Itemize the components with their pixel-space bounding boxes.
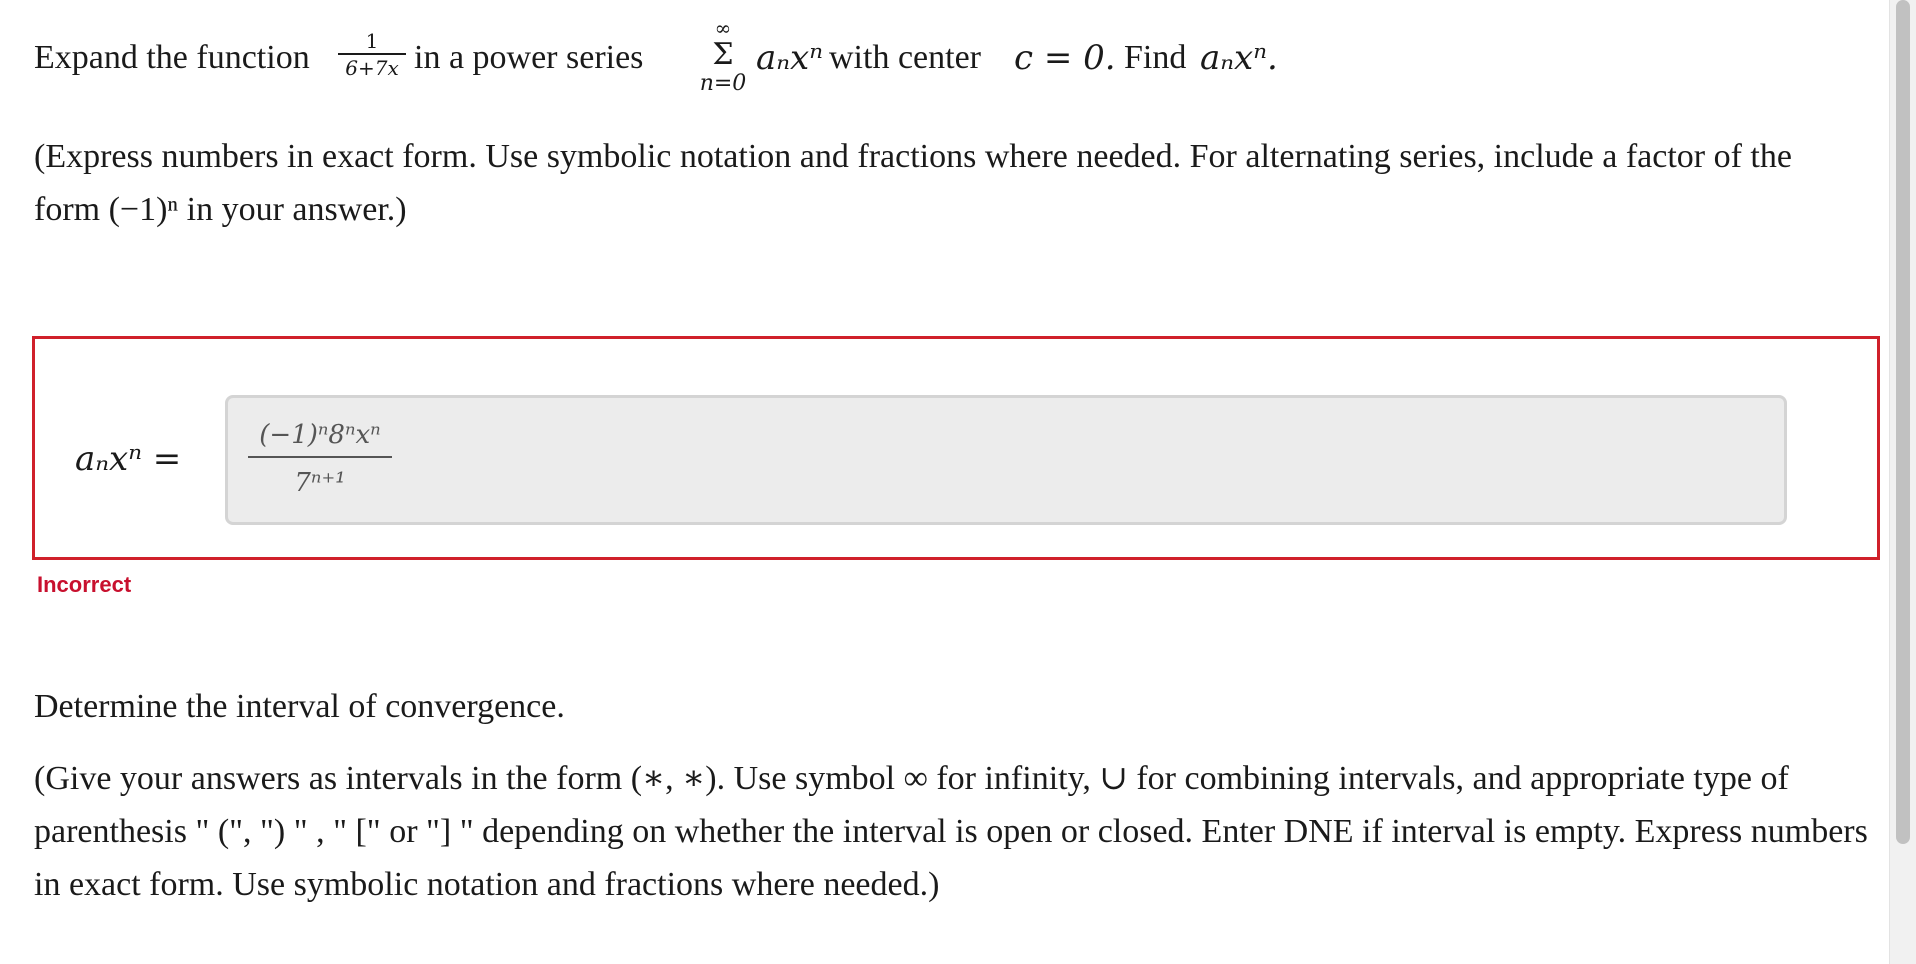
answer-denominator: 7ⁿ⁺¹: [294, 467, 346, 498]
instruction-text-2: (Give your answers as intervals in the form (∗, ∗). Use symbol ∞ for infinity, ∪ for combining intervals, and appropriate type of parenthesis " (", ") " , " [" or "] " depending on whether the interval is open or closed. Enter DNE if interval is empty. Express numbers in exact form. Use symbolic notation and fractions where needed.): [34, 760, 1868, 903]
center-equation: c = 0.: [1014, 38, 1116, 78]
function-numerator: 1: [365, 29, 379, 53]
answer-input-field[interactable]: [225, 395, 1787, 525]
question-mid: in a power series: [414, 39, 644, 76]
sigma-lower-limit: n=0: [699, 71, 747, 96]
interval-prompt: Determine the interval of convergence.: [34, 688, 565, 725]
series-term: aₙxⁿ: [756, 38, 824, 78]
answer-numerator: (−1)ⁿ8ⁿxⁿ: [259, 420, 381, 450]
find-term: aₙxⁿ.: [1200, 38, 1278, 78]
fraction-bar: [338, 53, 406, 55]
status-incorrect: Incorrect: [37, 572, 132, 597]
answer-fraction: [248, 418, 392, 500]
sigma-upper-limit: ∞: [714, 16, 732, 40]
vertical-scrollbar[interactable]: [1889, 0, 1916, 964]
sigma-symbol: Σ: [712, 37, 734, 72]
instruction-text-1: (Express numbers in exact form. Use symbolic notation and fractions where needed. For alternating series, include a factor of the form (−1)ⁿ in your answer.): [34, 138, 1792, 228]
sigma-notation: [696, 18, 750, 96]
question-with-center: with center: [829, 39, 981, 76]
answer-label: aₙxⁿ =: [75, 439, 182, 479]
answer-fraction-bar: [248, 456, 392, 458]
question-find: Find: [1124, 39, 1187, 76]
function-denominator: 6+7x: [345, 55, 399, 80]
function-fraction: [338, 30, 406, 79]
scrollbar-thumb[interactable]: [1896, 0, 1910, 844]
question-intro: Expand the function: [34, 39, 310, 76]
answer-container: [32, 336, 1880, 560]
